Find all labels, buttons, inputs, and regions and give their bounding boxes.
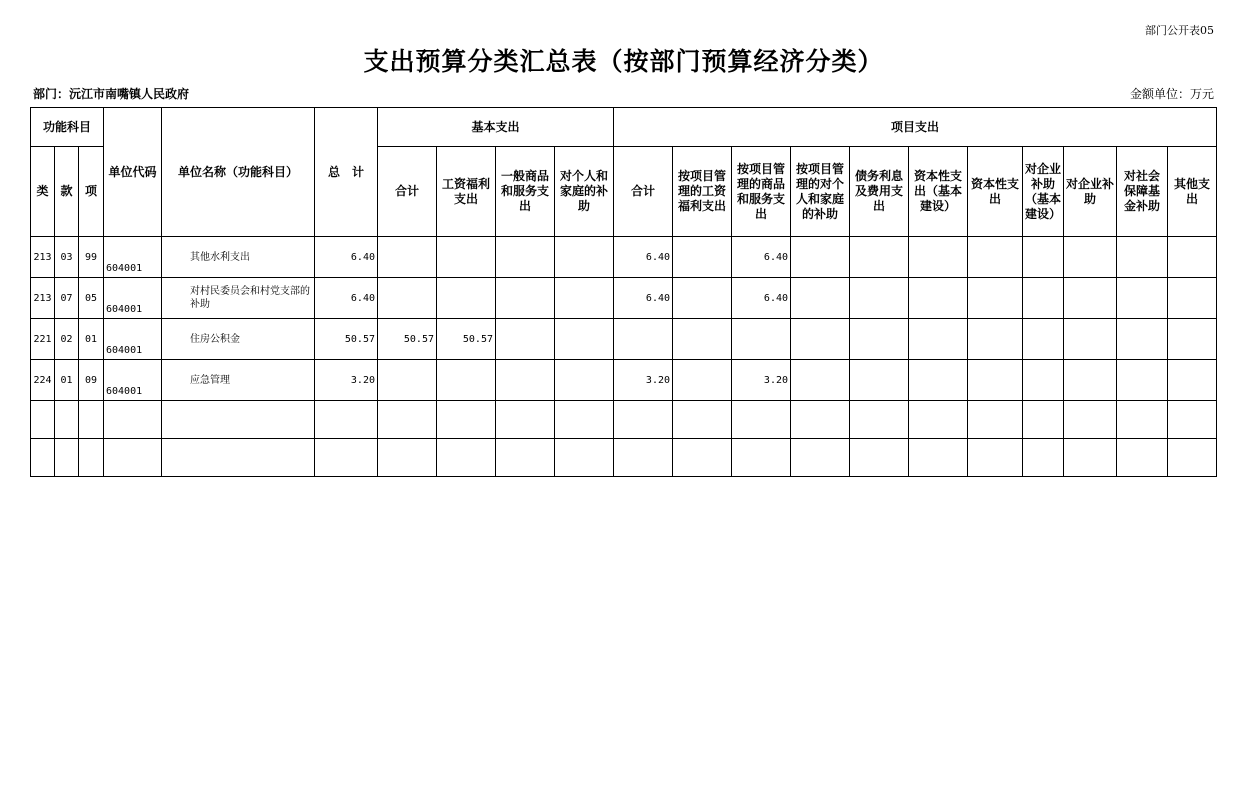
cell-unit-name <box>162 360 315 401</box>
header-basic-expenditure: 基本支出 <box>378 108 614 147</box>
header-unit-name: 单位名称（功能科目） <box>162 108 315 237</box>
cell-amount <box>1117 319 1168 360</box>
blank-cell <box>850 439 909 477</box>
header-project-col: 对企业补助（基本建设） <box>1023 147 1064 237</box>
cell-lei: 221 <box>31 319 55 360</box>
cell-amount <box>791 360 850 401</box>
cell-unit-code: 604001 <box>104 278 162 319</box>
cell-amount <box>1168 319 1217 360</box>
blank-cell <box>909 439 968 477</box>
cell-kuan: 03 <box>55 237 79 278</box>
cell-kuan: 07 <box>55 278 79 319</box>
blank-cell <box>437 439 496 477</box>
cell-amount <box>909 278 968 319</box>
cell-amount <box>909 237 968 278</box>
header-project-col: 合计 <box>614 147 673 237</box>
blank-cell <box>378 439 437 477</box>
cell-amount <box>378 237 437 278</box>
cell-amount <box>968 278 1023 319</box>
header-basic-col: 对个人和家庭的补助 <box>555 147 614 237</box>
blank-cell <box>555 439 614 477</box>
cell-amount <box>496 319 555 360</box>
budget-table <box>30 107 1217 477</box>
cell-unit-code: 604001 <box>104 237 162 278</box>
unit-name-text: 应急管理 <box>190 374 230 386</box>
cell-amount: 6.40 <box>614 278 673 319</box>
cell-amount <box>1168 278 1217 319</box>
header-project-col: 按项目管理的对个人和家庭的补助 <box>791 147 850 237</box>
blank-cell <box>378 401 437 439</box>
cell-kuan: 01 <box>55 360 79 401</box>
header-kuan: 款 <box>55 147 79 237</box>
blank-cell <box>673 439 732 477</box>
header-project-col: 按项目管理的工资福利支出 <box>673 147 732 237</box>
blank-cell <box>791 401 850 439</box>
header-basic-col: 合计 <box>378 147 437 237</box>
form-number: 部门公开表05 <box>1145 24 1214 37</box>
cell-amount <box>673 237 732 278</box>
cell-xiang: 05 <box>79 278 104 319</box>
cell-amount <box>850 360 909 401</box>
cell-amount <box>1023 360 1064 401</box>
cell-amount <box>614 319 673 360</box>
cell-amount: 3.20 <box>732 360 791 401</box>
header-func-subject: 功能科目 <box>31 108 104 147</box>
blank-cell <box>79 439 104 477</box>
header-project-col: 其他支出 <box>1168 147 1217 237</box>
blank-cell <box>162 439 315 477</box>
blank-cell <box>55 401 79 439</box>
blank-cell <box>732 439 791 477</box>
cell-amount: 6.40 <box>315 278 378 319</box>
cell-xiang: 09 <box>79 360 104 401</box>
blank-cell <box>614 401 673 439</box>
cell-amount <box>496 237 555 278</box>
header-total: 总 计 <box>315 108 378 237</box>
header-project-col: 资本性支出 <box>968 147 1023 237</box>
cell-amount <box>555 319 614 360</box>
cell-amount: 6.40 <box>315 237 378 278</box>
cell-unit-name <box>162 237 315 278</box>
header-project-col: 对社会保障基金补助 <box>1117 147 1168 237</box>
cell-xiang: 01 <box>79 319 104 360</box>
blank-cell <box>1117 401 1168 439</box>
unit-name-text: 住房公积金 <box>190 333 240 345</box>
blank-row <box>31 401 1217 439</box>
cell-amount <box>437 360 496 401</box>
cell-lei: 213 <box>31 278 55 319</box>
cell-amount <box>850 319 909 360</box>
blank-cell <box>1064 439 1117 477</box>
cell-unit-name <box>162 278 315 319</box>
unit-name-text: 对村民委员会和村党支部的补助 <box>190 286 310 310</box>
header-project-expenditure: 项目支出 <box>614 108 1217 147</box>
blank-cell <box>909 401 968 439</box>
cell-amount: 50.57 <box>315 319 378 360</box>
blank-cell <box>104 439 162 477</box>
cell-amount <box>850 278 909 319</box>
cell-amount <box>968 319 1023 360</box>
table-row <box>31 237 1217 278</box>
blank-cell <box>104 401 162 439</box>
blank-cell <box>79 401 104 439</box>
cell-amount: 3.20 <box>315 360 378 401</box>
cell-amount <box>673 278 732 319</box>
cell-unit-code: 604001 <box>104 319 162 360</box>
blank-cell <box>1064 401 1117 439</box>
blank-cell <box>1117 439 1168 477</box>
amount-unit-label: 金额单位：万元 <box>1129 87 1214 101</box>
cell-amount <box>673 360 732 401</box>
cell-amount <box>555 237 614 278</box>
cell-amount <box>496 360 555 401</box>
cell-amount <box>378 360 437 401</box>
cell-unit-code: 604001 <box>104 360 162 401</box>
blank-cell <box>1168 401 1217 439</box>
header-project-col: 对企业补助 <box>1064 147 1117 237</box>
cell-unit-name <box>162 319 315 360</box>
blank-cell <box>315 439 378 477</box>
cell-amount <box>909 319 968 360</box>
blank-cell <box>315 401 378 439</box>
cell-amount: 3.20 <box>614 360 673 401</box>
cell-lei: 224 <box>31 360 55 401</box>
cell-amount: 6.40 <box>614 237 673 278</box>
blank-cell <box>673 401 732 439</box>
blank-cell <box>1023 439 1064 477</box>
cell-amount <box>850 237 909 278</box>
cell-amount <box>732 319 791 360</box>
cell-amount <box>1023 278 1064 319</box>
cell-xiang: 99 <box>79 237 104 278</box>
cell-amount <box>1168 360 1217 401</box>
blank-cell <box>732 401 791 439</box>
blank-cell <box>850 401 909 439</box>
blank-cell <box>791 439 850 477</box>
header-project-col: 资本性支出（基本建设） <box>909 147 968 237</box>
blank-cell <box>31 439 55 477</box>
cell-amount <box>1064 278 1117 319</box>
cell-amount <box>1117 278 1168 319</box>
header-project-col: 按项目管理的商品和服务支出 <box>732 147 791 237</box>
cell-amount <box>1064 319 1117 360</box>
cell-amount <box>378 278 437 319</box>
cell-amount: 50.57 <box>437 319 496 360</box>
department-label: 部门：沅江市南嘴镇人民政府 <box>33 87 190 101</box>
header-lei: 类 <box>31 147 55 237</box>
cell-amount <box>437 278 496 319</box>
blank-cell <box>1023 401 1064 439</box>
cell-lei: 213 <box>31 237 55 278</box>
unit-name-text: 其他水利支出 <box>190 251 250 263</box>
blank-cell <box>1168 439 1217 477</box>
blank-cell <box>55 439 79 477</box>
cell-amount <box>909 360 968 401</box>
cell-amount: 50.57 <box>378 319 437 360</box>
blank-cell <box>437 401 496 439</box>
header-xiang: 项 <box>79 147 104 237</box>
cell-amount: 6.40 <box>732 237 791 278</box>
blank-cell <box>614 439 673 477</box>
header-unit-code: 单位代码 <box>104 108 162 237</box>
cell-amount <box>1064 237 1117 278</box>
table-row <box>31 360 1217 401</box>
cell-kuan: 02 <box>55 319 79 360</box>
cell-amount <box>496 278 555 319</box>
cell-amount <box>1023 237 1064 278</box>
cell-amount <box>555 278 614 319</box>
cell-amount <box>673 319 732 360</box>
cell-amount: 6.40 <box>732 278 791 319</box>
table-row <box>31 278 1217 319</box>
cell-amount <box>791 278 850 319</box>
header-project-col: 债务利息及费用支出 <box>850 147 909 237</box>
header-basic-col: 一般商品和服务支出 <box>496 147 555 237</box>
cell-amount <box>1023 319 1064 360</box>
cell-amount <box>968 360 1023 401</box>
blank-cell <box>968 439 1023 477</box>
page-title: 支出预算分类汇总表（按部门预算经济分类） <box>363 47 884 76</box>
cell-amount <box>1117 237 1168 278</box>
blank-cell <box>555 401 614 439</box>
cell-amount <box>1064 360 1117 401</box>
cell-amount <box>1168 237 1217 278</box>
blank-cell <box>968 401 1023 439</box>
blank-cell <box>496 401 555 439</box>
cell-amount <box>791 319 850 360</box>
cell-amount <box>555 360 614 401</box>
blank-row <box>31 439 1217 477</box>
cell-amount <box>1117 360 1168 401</box>
blank-cell <box>31 401 55 439</box>
cell-amount <box>968 237 1023 278</box>
blank-cell <box>496 439 555 477</box>
table-row <box>31 319 1217 360</box>
cell-amount <box>437 237 496 278</box>
header-basic-col: 工资福利支出 <box>437 147 496 237</box>
blank-cell <box>162 401 315 439</box>
cell-amount <box>791 237 850 278</box>
